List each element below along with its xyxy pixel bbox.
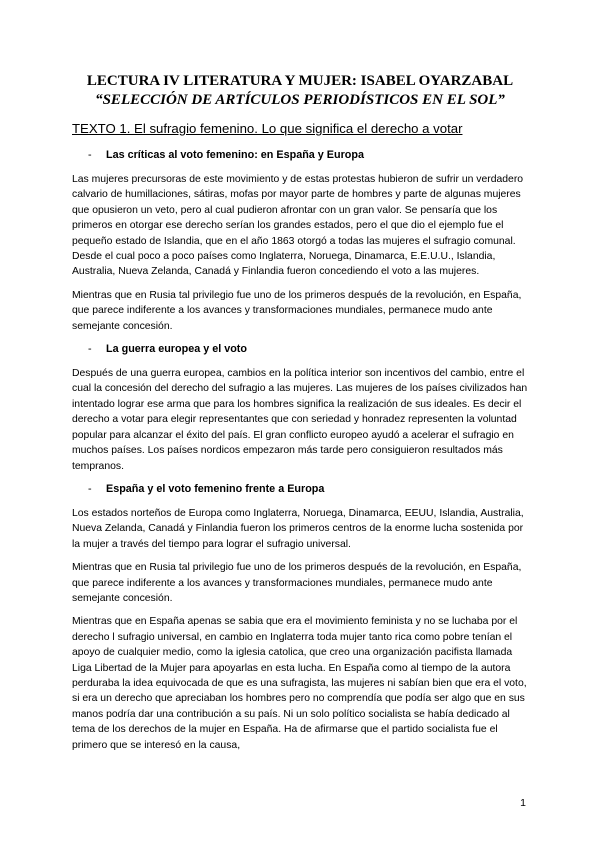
page-number: 1 <box>520 797 526 809</box>
bullet-dash: - <box>88 482 92 495</box>
paragraph: Después de una guerra europea, cambios en la política interior son incentivos del cambio, entre el cual la concesión del derecho del sufragio a las mujeres. Las mujeres de los países civilizados han intentado lograr ese arma que para los hombres significa la realización de sus ideales. Es decir el derecho a votar para elegir representantes que con seriedad y honradez representen la voluntad popular para alcanzar el éxito del país. El gran conflicto europeo ayudó a acelerar el sufragio en muchos países. Los países nordicos empezaron más tarde pero consiguieron resultados más tempranos. <box>72 368 528 472</box>
subsection-heading <box>88 342 528 357</box>
paragraph: Mientras que en España apenas se sabia que era el movimiento feminista y no se luchaba por el derecho l sufragio universal, en cambio en Inglaterra toda mujer tanto rica como pobre tenían el apoyo de cualquier medio, como la iglesia catolica, que creo una organización pacifista llamada Liga Libertad de la Mujer para apoyarlas en esta lucha. En España como al tiempo de la autora perduraba la idea equivocada de que es una sufragista, las mujeres ni sabían bien que era el voto, si era un derecho que apreciaban los hombres pero no comprendía que podía ser algo que en sus manos podría dar una contribución a su país. Ni un solo político socialista se había dedicado al tema de los derechos de la mujer en España. Ha de afirmarse que el partido socialista fue el primero que se interesó en la causa, <box>72 616 527 751</box>
bullet-dash: - <box>88 343 92 356</box>
document-title: LECTURA IV LITERATURA Y MUJER: ISABEL OYARZABAL <box>86 73 514 89</box>
subsection-heading <box>88 148 528 163</box>
subsection-heading-text: España y el voto femenino frente a Europa <box>106 482 325 495</box>
document-page <box>72 72 528 761</box>
paragraph: Mientras que en Rusia tal privilegio fue uno de los primeros después de la revolución, en España, que parece indiferente a los avances y transformaciones mundiales, permanece mudo ante semejante concesión. <box>72 289 522 332</box>
paragraph: Mientras que en Rusia tal privilegio fue uno de los primeros después de la revolución, en España, que parece indiferente a los avances y transformaciones mundiales, permanece mudo ante semejante concesión. <box>72 562 522 604</box>
subsection-heading <box>88 482 528 497</box>
bullet-dash: - <box>88 149 92 161</box>
section-heading: TEXTO 1. El sufragio femenino. Lo que significa el derecho a votar <box>72 121 463 136</box>
document-subtitle: “SELECCIÓN DE ARTÍCULOS PERIODÍSTICOS EN EL SOL” <box>95 92 505 108</box>
paragraph: Los estados norteños de Europa como Inglaterra, Noruega, Dinamarca, EEUU, Islandia, Australia, Nueva Zelanda, Canadá y Finlandia fueron los primeros centros de la enorme lucha sostenida por la mujer a través del tiempo para lograr el sufragio universal. <box>72 507 524 550</box>
subsection-heading-text: La guerra europea y el voto <box>106 343 248 356</box>
paragraph: Las mujeres precursoras de este movimiento y de estas protestas hubieron de sufrir un verdadero calvario de humillaciones, sátiras, mofas por mayor parte de hombres y parte de algunas mujeres que opusieron un veto, pero al cual pudieron afrontar con un gran valor. Se pensaría que los primeros en otorgar ese derecho serían los grandes estados, pero el que dio el ejemplo fue el pequeño estado de Islandia, que en el año 1863 otorgó a todas las mujeres el sufragio comunal. Desde el cual poco a poco países como Inglaterra, Noruega, Dinamarca, E.E.U.U., Islandia, Australia, Nueva Zelanda, Canadá y Finlandia fueron concediendo el voto a las mujeres. <box>72 174 524 278</box>
subsection-heading-text: Las críticas al voto femenino: en España y Europa <box>106 149 365 161</box>
